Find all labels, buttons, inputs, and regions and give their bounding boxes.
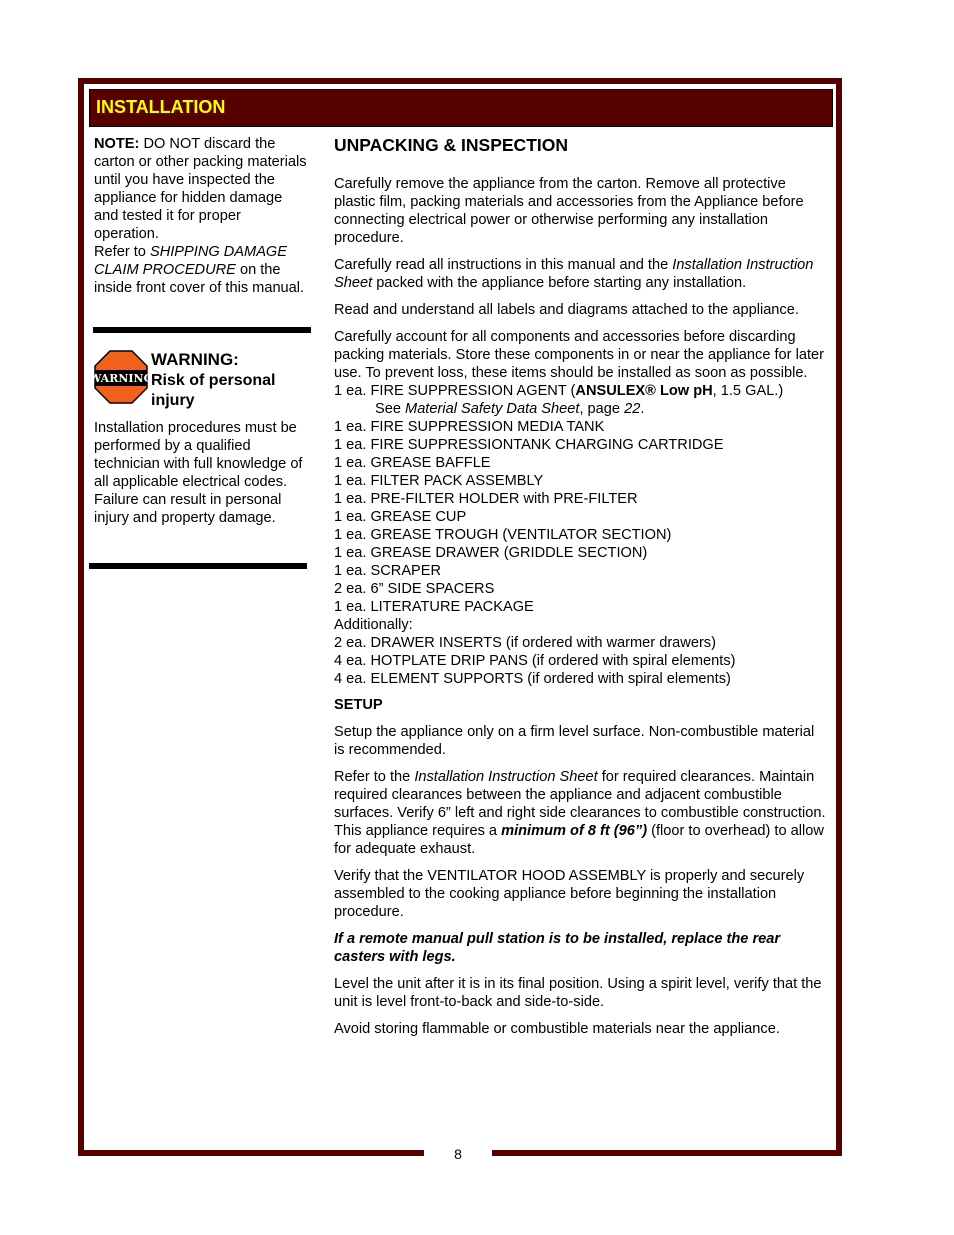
note-text: DO NOT discard the carton or other packing materials until you have inspected the appliance for hidden damage and tested it for proper operation. xyxy=(94,136,307,242)
page-number: 8 xyxy=(454,1146,462,1162)
list-item: 2 ea. DRAWER INSERTS (if ordered with warmer drawers) xyxy=(334,635,716,651)
refer-prefix: Refer to xyxy=(94,244,150,260)
caution-paragraph: If a remote manual pull station is to be installed, replace the rear casters with legs. xyxy=(334,931,781,965)
list-item: 1 ea. FIRE SUPPRESSION MEDIA TANK xyxy=(334,419,605,435)
list-item-note: See Material Safety Data Sheet, page 22. xyxy=(375,401,645,417)
section-heading: UNPACKING & INSPECTION xyxy=(334,135,568,155)
list-item: 1 ea. GREASE TROUGH (VENTILATOR SECTION) xyxy=(334,527,672,543)
frame-bottom-right-rule xyxy=(492,1150,842,1156)
components-list xyxy=(334,382,826,688)
list-item: 1 ea. GREASE BAFFLE xyxy=(334,455,491,471)
list-item: 4 ea. HOTPLATE DRIP PANS (if ordered with spiral elements) xyxy=(334,653,736,669)
paragraph: Level the unit after it is in its final position. Using a spirit level, verify that the unit is level front-to-back and side-to-side. xyxy=(334,976,822,1010)
warning-subtitle: Risk of personal injury xyxy=(151,372,276,409)
list-item: 1 ea. LITERATURE PACKAGE xyxy=(334,599,534,615)
sidebar-divider-bottom xyxy=(89,563,307,569)
list-item: 1 ea. SCRAPER xyxy=(334,563,442,579)
warning-title: WARNING: xyxy=(151,350,239,369)
frame-bottom-left-rule xyxy=(78,1150,424,1156)
sidebar-divider-top xyxy=(93,327,311,333)
paragraph: Read and understand all labels and diagrams attached to the appliance. xyxy=(334,302,799,318)
list-item: 1 ea. GREASE CUP xyxy=(334,509,467,525)
paragraph: Carefully read all instructions in this manual and the Installation Instruction Sheet packed with the appliance before starting any installation. xyxy=(334,257,814,291)
paragraph: Setup the appliance only on a firm level surface. Non-combustible material is recommended. xyxy=(334,724,815,758)
warning-sign-text: WARNING xyxy=(89,372,153,385)
list-item: Additionally: xyxy=(334,617,413,633)
paragraph: Verify that the VENTILATOR HOOD ASSEMBLY is properly and securely assembled to the cooking appliance before beginning the installation procedure. xyxy=(334,868,805,920)
list-item: 1 ea. FIRE SUPPRESSION AGENT (ANSULEX® Low pH, 1.5 GAL.) xyxy=(334,383,784,399)
list-item: 1 ea. GREASE DRAWER (GRIDDLE SECTION) xyxy=(334,545,648,561)
section-header-bar xyxy=(89,89,833,127)
list-item: 1 ea. FIRE SUPPRESSIONTANK CHARGING CARTRIDGE xyxy=(334,437,724,453)
main-content xyxy=(334,134,826,1047)
refer-italic: SHIPPING DAMAGE CLAIM PROCEDURE xyxy=(94,244,288,278)
list-item: 1 ea. FILTER PACK ASSEMBLY xyxy=(334,473,544,489)
paragraph: Avoid storing flammable or combustible materials near the appliance. xyxy=(334,1021,780,1037)
warning-octagon-icon xyxy=(89,350,153,404)
sidebar-note xyxy=(94,135,308,297)
note-label: NOTE: xyxy=(94,136,140,152)
paragraph: Carefully remove the appliance from the carton. Remove all protective plastic film, packing materials and accessories from the Appliance before connecting electrical power or otherwise performing any installation procedure. xyxy=(334,176,804,246)
paragraph: Refer to the Installation Instruction Sheet for required clearances. Maintain required clearances between the appliance and adjacent combustible surfaces. Verify 6” left and right side clearances to combustible construction. This appliance requires a minimum of 8 ft (96”) (floor to overhead) to allow for adequate exhaust. xyxy=(334,769,826,857)
setup-heading: SETUP xyxy=(334,697,383,713)
list-item: 1 ea. PRE-FILTER HOLDER with PRE-FILTER xyxy=(334,491,638,507)
list-item: 4 ea. ELEMENT SUPPORTS (if ordered with spiral elements) xyxy=(334,671,731,687)
section-title: INSTALLATION xyxy=(96,97,226,117)
warning-body: Installation procedures must be performed by a qualified technician with full knowledge of all applicable electrical codes. Failure can result in personal injury and property damage. xyxy=(94,420,303,526)
list-item: 2 ea. 6” SIDE SPACERS xyxy=(334,581,495,597)
refer-suffix: on the inside front cover of this manual. xyxy=(94,262,305,296)
paragraph: Carefully account for all components and accessories before discarding packing materials. Store these components in or near the appliance for later use. To prevent loss, these items should be installed as soon as possible. xyxy=(334,329,824,381)
